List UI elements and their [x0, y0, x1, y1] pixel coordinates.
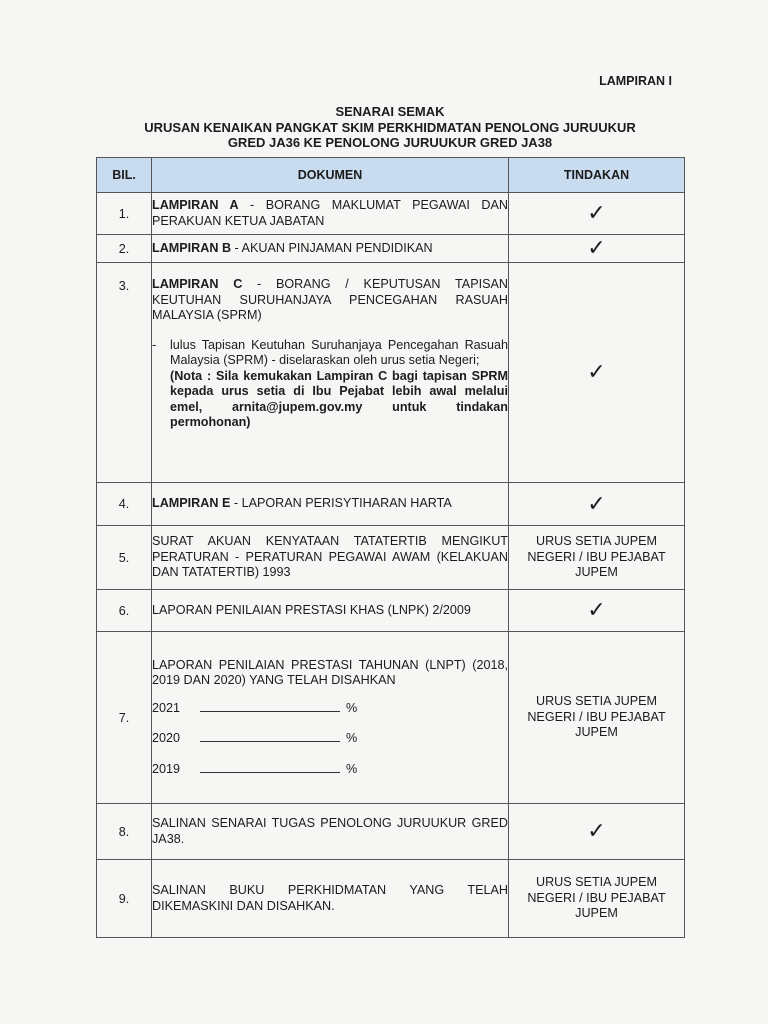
col-header-bil: BIL. [97, 158, 152, 193]
table-row [97, 860, 685, 938]
doc-text: - BORANG / KEPUTUSAN TAPISAN KEUTUHAN SURUHANJAYA PENCEGAHAN RASUAH MALAYSIA (SPRM) [152, 277, 508, 322]
action-text: URUS SETIA JUPEM NEGERI / IBU PEJABAT JUPEM [527, 534, 666, 580]
table-row [97, 632, 685, 804]
document-title [96, 104, 684, 151]
row-document [152, 235, 509, 263]
row-document [152, 590, 509, 632]
sub-item-text: lulus Tapisan Keutuhan Suruhanjaya Pencegahan Rasuah Malaysia (SPRM) - diselaraskan oleh urus setia Negeri; [170, 337, 508, 367]
lnpt-score-list [152, 699, 508, 778]
doc-text: - LAPORAN PERISYTIHARAN HARTA [230, 496, 452, 511]
doc-text: LAPORAN PENILAIAN PRESTASI TAHUNAN (LNPT) (2018, 2019 DAN 2020) YANG TELAH DISAHKAN [152, 657, 508, 688]
lnpt-score-row [152, 760, 508, 778]
table-row [97, 590, 685, 632]
row-document [152, 483, 509, 526]
checkmark-icon: ✓ [587, 359, 606, 385]
action-text: URUS SETIA JUPEM NEGERI / IBU PEJABAT JUPEM [527, 875, 666, 921]
table-row [97, 526, 685, 590]
lampiran-label: LAMPIRAN I [599, 74, 672, 88]
checklist-table [96, 157, 685, 938]
col-header-tindakan: TINDAKAN [509, 158, 685, 193]
doc-bold-label: LAMPIRAN A [152, 198, 239, 212]
score-blank-line [200, 699, 340, 712]
row-document [152, 632, 509, 804]
row-document [152, 860, 509, 938]
lnpt-score-row [152, 699, 508, 717]
row-number: 3. [97, 263, 152, 483]
table-row [97, 193, 685, 235]
row-action [509, 235, 685, 263]
doc-text: - AKUAN PINJAMAN PENDIDIKAN [231, 240, 433, 255]
doc-bold-label: LAMPIRAN B [152, 240, 232, 255]
doc-bold-label: LAMPIRAN C [152, 277, 243, 291]
checkmark-icon: ✓ [587, 597, 606, 623]
table-row [97, 235, 685, 263]
checkmark-icon: ✓ [587, 490, 606, 516]
title-line-2: URUSAN KENAIKAN PANGKAT SKIM PERKHIDMATAN PENOLONG JURUUKUR [144, 119, 636, 135]
score-blank-line [200, 729, 340, 742]
row-action [509, 590, 685, 632]
row-number: 8. [97, 804, 152, 860]
note-text: (Nota : Sila kemukakan Lampiran C bagi tapisan SPRM kepada urus setia di Ibu Pejabat lebih awal melalui emel, arnita@jupem.gov.my untuk tindakan permohonan) [170, 368, 508, 429]
checkmark-icon: ✓ [587, 818, 606, 844]
row-document [152, 263, 509, 483]
percent-sign: % [346, 700, 358, 715]
lnpt-score-row [152, 729, 508, 747]
table-row [97, 483, 685, 526]
row-number: 4. [97, 483, 152, 526]
row-action [509, 804, 685, 860]
year-label: 2021 [152, 700, 181, 715]
row-number: 1. [97, 193, 152, 235]
doc-text: - BORANG MAKLUMAT PEGAWAI DAN PERAKUAN KETUA JABATAN [152, 198, 509, 228]
row-action [509, 632, 685, 804]
year-label: 2020 [152, 731, 181, 746]
table-row [97, 263, 685, 483]
doc-bold-label: LAMPIRAN E [152, 496, 231, 511]
row-action [509, 263, 685, 483]
row-action [509, 483, 685, 526]
row-document [152, 193, 509, 235]
row-action [509, 193, 685, 235]
row-document [152, 804, 509, 860]
doc-text: SALINAN BUKU PERKHIDMATAN YANG TELAH DIKEMASKINI DAN DISAHKAN. [152, 883, 508, 913]
sub-item [152, 338, 508, 431]
table-header-row [97, 158, 685, 193]
checkmark-icon: ✓ [587, 200, 606, 226]
row-number: 6. [97, 590, 152, 632]
title-line-1: SENARAI SEMAK [335, 104, 445, 119]
percent-sign: % [346, 731, 358, 746]
score-blank-line [200, 760, 340, 773]
dash-bullet: - [152, 337, 157, 352]
doc-text: LAPORAN PENILAIAN PRESTASI KHAS (LNPK) 2/2009 [152, 602, 471, 617]
year-label: 2019 [152, 761, 181, 776]
doc-text: SALINAN SENARAI TUGAS PENOLONG JURUUKUR GRED JA38. [152, 816, 508, 846]
row-action [509, 526, 685, 590]
table-row [97, 804, 685, 860]
doc-text: SURAT AKUAN KENYATAAN TATATERTIB MENGIKUT PERATURAN - PERATURAN PEGAWAI AWAM (KELAKUAN DAN TATATERTIB) 1993 [152, 534, 508, 580]
row-number: 7. [97, 632, 152, 804]
action-text: URUS SETIA JUPEM NEGERI / IBU PEJABAT JUPEM [527, 694, 666, 740]
row-number: 5. [97, 526, 152, 590]
percent-sign: % [346, 761, 358, 776]
row-document [152, 526, 509, 590]
col-header-dokumen: DOKUMEN [152, 158, 509, 193]
title-line-3: GRED JA36 KE PENOLONG JURUUKUR GRED JA38 [227, 135, 553, 150]
row-number: 9. [97, 860, 152, 938]
row-number: 2. [97, 235, 152, 263]
row-action [509, 860, 685, 938]
checkmark-icon: ✓ [587, 235, 606, 261]
